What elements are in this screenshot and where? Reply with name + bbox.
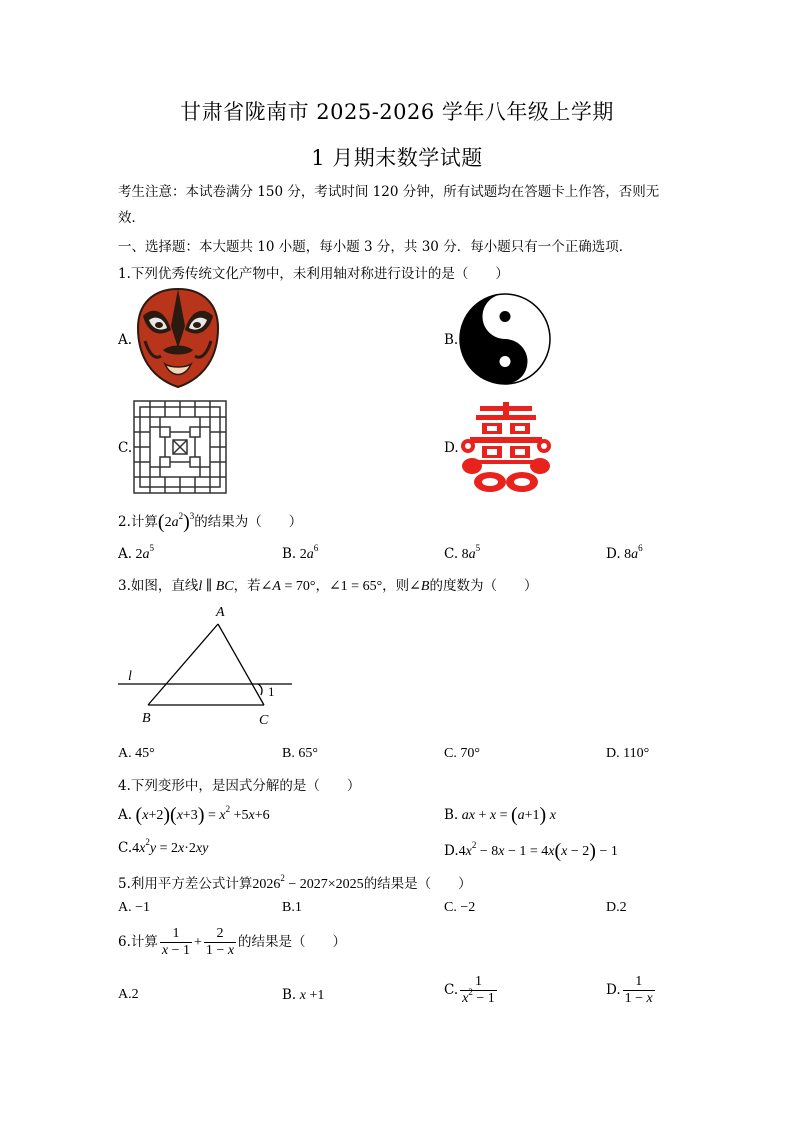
q1-option-a-label: A.: [118, 332, 133, 348]
q6-option-b: B. x +1: [282, 987, 325, 1003]
label-l: l: [128, 669, 132, 684]
q4-option-a: A. $(x+2)(x+3) = x^2 +5x+6$: [118, 804, 270, 826]
q3-option-c: C. 70°: [444, 746, 480, 761]
q6-option-d: D. $\frac{1}{1 - x}$: [606, 974, 653, 1006]
notice-line1: 考生注意：本试卷满分 150 分，考试时间 120 分钟，所有试题均在答题卡上作答，否则无: [118, 184, 660, 200]
q3-option-d: D. 110°: [606, 746, 650, 761]
q1-option-c-label: C.: [118, 440, 133, 456]
page-title-line1: 甘肃省陇南市 2025-2026 学年八年级上学期: [180, 100, 614, 124]
q2-option-b-label: B.: [282, 546, 297, 562]
q2-option-a: A. $2a^5$: [118, 543, 155, 562]
q2-option-c: C. $8a^5$: [444, 543, 481, 562]
q2-expression: $(2a^2)^3$: [157, 511, 195, 533]
q6-option-c: C. $\frac{1}{x^2 - 1}$: [444, 974, 495, 1006]
section-heading: 一、选择题：本大题共 10 小题，每小题 3 分，共 30 分．每小题只有一个正确选项．: [118, 239, 633, 255]
q6-option-c-label: C.: [444, 982, 459, 998]
q1-option-d-label: D.: [444, 440, 459, 456]
q5-stem-suffix: 的结果是（ ）: [363, 876, 472, 892]
q5-option-d: D.2: [606, 900, 627, 915]
q5-option-b: B.1: [282, 900, 302, 915]
q2-option-a-label: A.: [118, 546, 133, 562]
q5-stem-prefix: 5.利用平方差公式计算: [118, 876, 253, 892]
q6-fraction-2: $\frac{2}{1 - x}$: [205, 926, 235, 958]
q6-option-b-label: B.: [282, 987, 297, 1003]
q2-option-d-label: D.: [606, 546, 621, 562]
q2-option-c-label: C.: [444, 546, 459, 562]
double-happiness-papercut-image: [458, 402, 554, 494]
label-c: C: [259, 713, 269, 728]
label-a: A: [216, 605, 225, 620]
label-angle-1: 1: [268, 684, 275, 699]
q4-stem: 4.下列变形中，是因式分解的是（ ）: [118, 778, 361, 794]
q2-option-b: B. $2a^6$: [282, 543, 319, 562]
lattice-window-image: [133, 400, 227, 494]
q3-stem-mid1: ，若: [233, 578, 261, 594]
q6-stem-suffix: 的结果是（ ）: [238, 934, 347, 950]
page-title-line2: 1 月期末数学试题: [311, 146, 483, 170]
opera-mask-image: [133, 286, 223, 391]
q4-option-b-label: B.: [444, 807, 459, 823]
q2-stem-prefix: 2.计算: [118, 514, 158, 530]
q4-option-d: $D.4x^2 - 8x - 1 = 4x(x - 2) - 1$: [444, 840, 618, 862]
q3-stem: 3.如图，直线l ∥ BC，若∠A = 70°，∠1 = 65°，则∠B的度数为（ ）: [118, 578, 538, 594]
q6-stem: 6.计算 $\frac{1}{x - 1}$ + $\frac{2}{1 - x}$ 的结果是（ ）: [118, 926, 347, 958]
q1-stem: 1.下列优秀传统文化产物中，未利用轴对称进行设计的是（ ）: [118, 266, 509, 282]
q6-option-a: A.2: [118, 987, 139, 1002]
q4-option-b: B. ax + x = (a+1) x: [444, 804, 556, 826]
q4-option-d-label: D.: [444, 843, 459, 859]
q3-option-b: B. 65°: [282, 746, 318, 761]
q3-stem-prefix: 3.如图，直线: [118, 578, 199, 594]
triangle-figure: [112, 600, 297, 730]
q5-option-a: A. −1: [118, 900, 151, 915]
q6-option-d-label: D.: [606, 982, 621, 998]
q1-option-b-label: B.: [444, 332, 459, 348]
angle-1-arc: [258, 684, 262, 695]
q3-stem-mid3: ，则: [382, 578, 410, 594]
side-ac: [218, 624, 264, 705]
q6-fraction-1: $\frac{1}{x - 1}$: [161, 926, 191, 958]
q3-option-a: A. 45°: [118, 746, 155, 761]
q4-option-c: $C.4x^2y = 2x\cdot 2xy$: [118, 837, 209, 856]
q4-option-a-label: A.: [118, 807, 133, 823]
q2-option-d: D. $8a^6$: [606, 543, 643, 562]
q5-stem: 5.利用平方差公式计算$2026^2 - 2027\times 2025$的结果是（ ）: [118, 873, 472, 892]
notice-line2: 效．: [118, 210, 145, 226]
q2-stem-suffix: 的结果为（ ）: [194, 514, 303, 530]
side-ab: [148, 624, 218, 705]
q5-option-c: C. −2: [444, 900, 476, 915]
q2-stem: [118, 510, 302, 534]
q4-option-c-label: C.: [118, 840, 133, 856]
q3-stem-suffix: 的度数为（ ）: [429, 578, 538, 594]
q6-stem-prefix: 6.计算: [118, 934, 158, 950]
q3-stem-mid2: ，: [315, 578, 329, 594]
yin-yang-image: [458, 292, 552, 386]
label-b: B: [142, 711, 151, 726]
